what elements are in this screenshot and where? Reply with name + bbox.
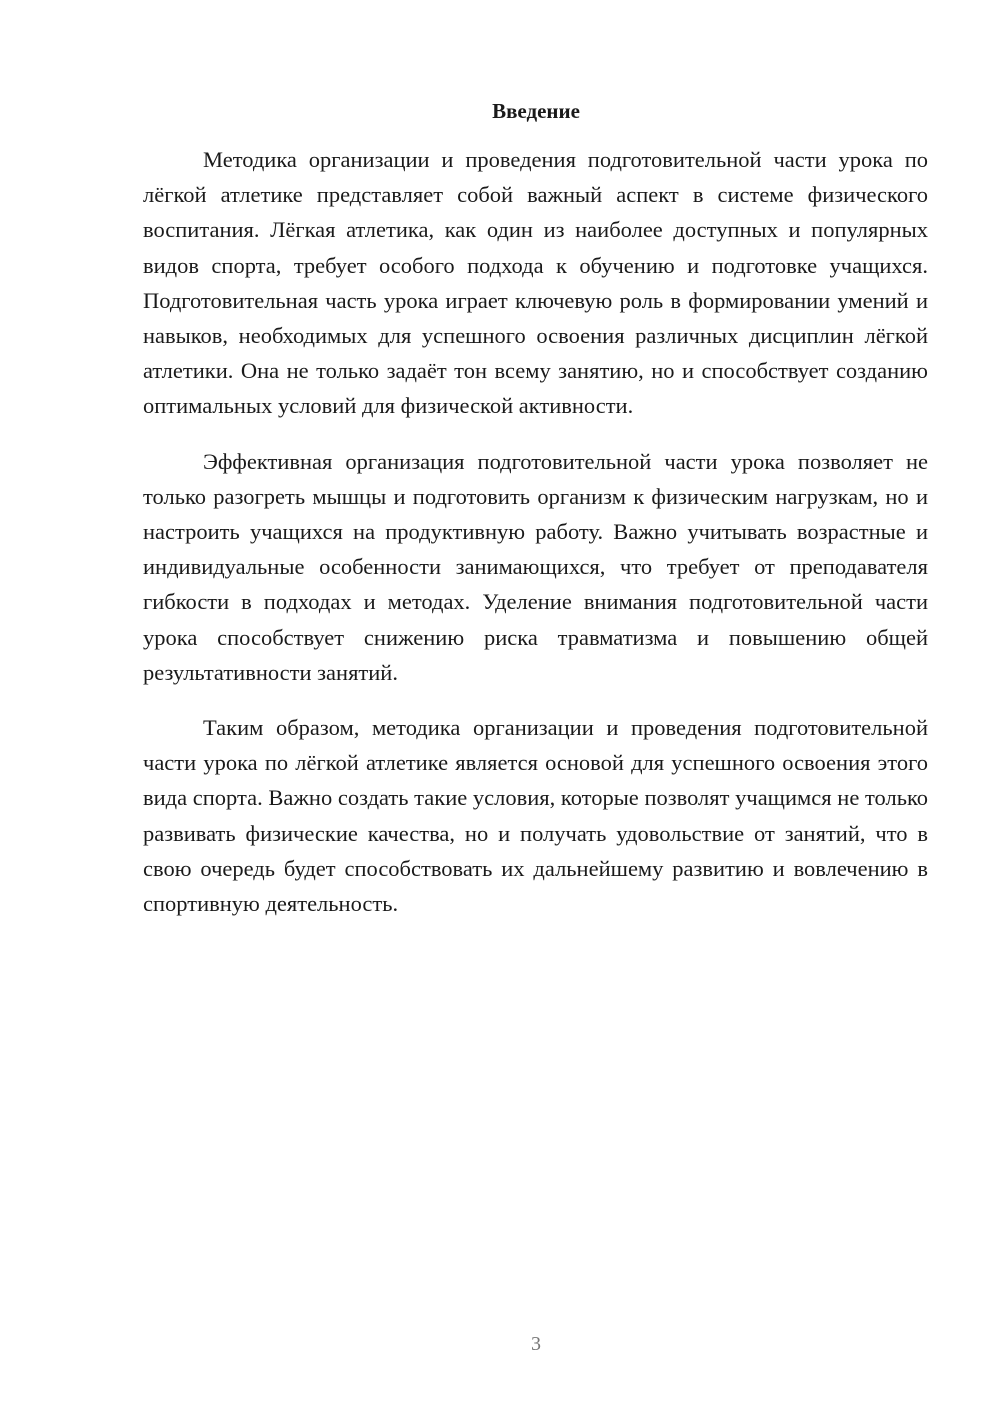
page-number: 3 bbox=[531, 1333, 541, 1355]
document-body bbox=[143, 142, 928, 941]
paragraph-intro: Методика организации и проведения подготовительной части урока по лёгкой атлетике представляет собой важный аспект в системе физического воспитания. Лёгкая атлетика, как один из наиболее доступных и популярных видов спорта, требует особого подхода к обучению и подготовке учащихся. Подготовительная часть урока играет ключевую роль в формировании умений и навыков, необходимых для успешного освоения различных дисциплин лёгкой атлетики. Она не только задаёт тон всему занятию, но и способствует созданию оптимальных условий для физической активности. bbox=[143, 147, 928, 419]
paragraph-conclusion: Таким образом, методика организации и проведения подготовительной части урока по лёгкой атлетике является основой для успешного освоения этого вида спорта. Важно создать такие условия, которые позволят учащимся не только развивать физические качества, но и получать удовольствие от занятий, что в свою очередь будет способствовать их дальнейшему развитию и вовлечению в спортивную деятельность. bbox=[143, 715, 928, 917]
page-title: Введение bbox=[492, 99, 580, 123]
paragraph-organization: Эффективная организация подготовительной части урока позволяет не только разогреть мышцы и подготовить организм к физическим нагрузкам, но и настроить учащихся на продуктивную работу. Важно учитывать возрастные и индивидуальные особенности занимающихся, что требует от преподавателя гибкости в подходах и методах. Уделение внимания подготовительной части урока способствует снижению риска травматизма и повышению общей результативности занятий. bbox=[143, 448, 928, 685]
